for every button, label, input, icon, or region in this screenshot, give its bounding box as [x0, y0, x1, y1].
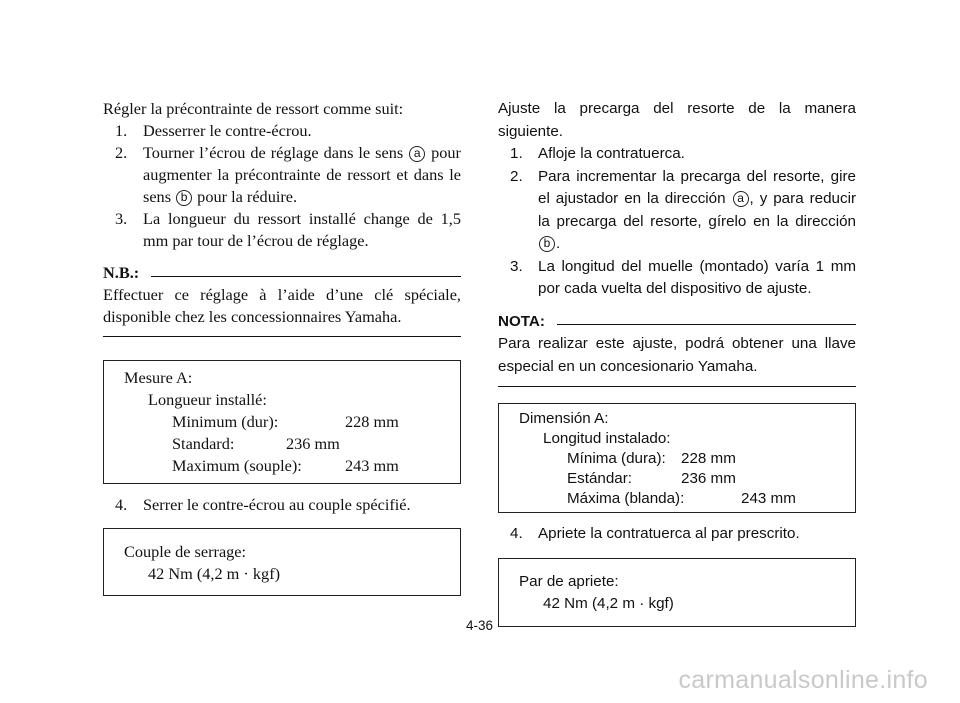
circled-b-icon: b: [539, 236, 555, 252]
torque-box: [103, 528, 461, 596]
spec-row: Maximum (souple): 243 mm: [172, 456, 399, 475]
torque-value: 42 Nm (4,2 m · kgf): [543, 595, 674, 612]
spec-row: Mínima (dura): 228 mm: [567, 450, 736, 467]
spec-title: Dimensión A:: [519, 410, 609, 427]
note-heading: NOTA:: [498, 311, 856, 334]
spec-row: Minimum (dur): 228 mm: [172, 412, 399, 431]
spec-box: [498, 403, 856, 513]
spec-row: Standard: 236 mm: [172, 434, 340, 453]
steps-list: [498, 143, 856, 301]
list-item: 2. Tourner l’écrou de réglage dans le sens a pour augmenter la précontrainte de ressort et dans le sens b pour la réduire.: [115, 143, 461, 206]
circled-a-icon: a: [733, 191, 749, 207]
steps-list: [498, 523, 856, 546]
circled-a-icon: a: [409, 146, 425, 162]
list-item: 4. Apriete la contratuerca al par prescrito.: [510, 525, 800, 542]
spanish-column: [498, 98, 856, 627]
steps-list: [103, 120, 461, 252]
torque-title: Par de apriete:: [519, 572, 619, 590]
french-column: [103, 98, 461, 596]
torque-title: Couple de serrage:: [124, 542, 247, 561]
note-text: Para realizar este ajuste, podrá obtener una llave especial en un concesionario Yamaha.: [498, 335, 856, 375]
list-item: 1. Afloje la contratuerca.: [510, 145, 685, 162]
watermark: carmanualsonline.info: [678, 666, 928, 694]
torque-box: [498, 558, 856, 627]
spec-title: Mesure A:: [124, 368, 193, 387]
page-number: 4-36: [466, 618, 494, 633]
divider: [103, 336, 461, 337]
note-text: Effectuer ce réglage à l’aide d’une clé spéciale, disponible chez les concessionnaires Yamaha.: [103, 285, 461, 326]
spec-subtitle: Longitud instalado:: [543, 430, 671, 447]
intro-text: Ajuste la precarga del resorte de la manera siguiente.: [498, 100, 856, 140]
spec-row: Máxima (blanda): 243 mm: [567, 490, 796, 507]
spec-row: Estándar: 236 mm: [567, 470, 736, 487]
list-item: 2. Para incrementar la precarga del resorte, gire el ajustador en la dirección a , y para reducir la precarga del resorte, gírelo en la dirección b .: [510, 167, 857, 252]
steps-list: [103, 494, 461, 516]
list-item: 3. La longitud del muelle (montado) varía 1 mm por cada vuelta del dispositivo de ajuste.: [510, 257, 856, 297]
circled-b-icon: b: [176, 190, 192, 206]
intro-text: Régler la précontrainte de ressort comme suit:: [103, 99, 404, 118]
list-item: 1. Desserrer le contre-écrou.: [115, 121, 312, 140]
torque-value: 42 Nm (4,2 m · kgf): [148, 564, 281, 583]
spec-subtitle: Longueur installé:: [148, 390, 267, 409]
note-heading: N.B.:: [103, 262, 461, 284]
divider: [557, 324, 856, 325]
list-item: 3. La longueur du ressort installé change de 1,5 mm par tour de l’écrou de réglage.: [115, 209, 461, 250]
list-item: 4. Serrer le contre-écrou au couple spécifié.: [115, 495, 411, 514]
spec-box: [103, 360, 461, 484]
divider: [498, 386, 856, 387]
divider: [151, 276, 461, 277]
